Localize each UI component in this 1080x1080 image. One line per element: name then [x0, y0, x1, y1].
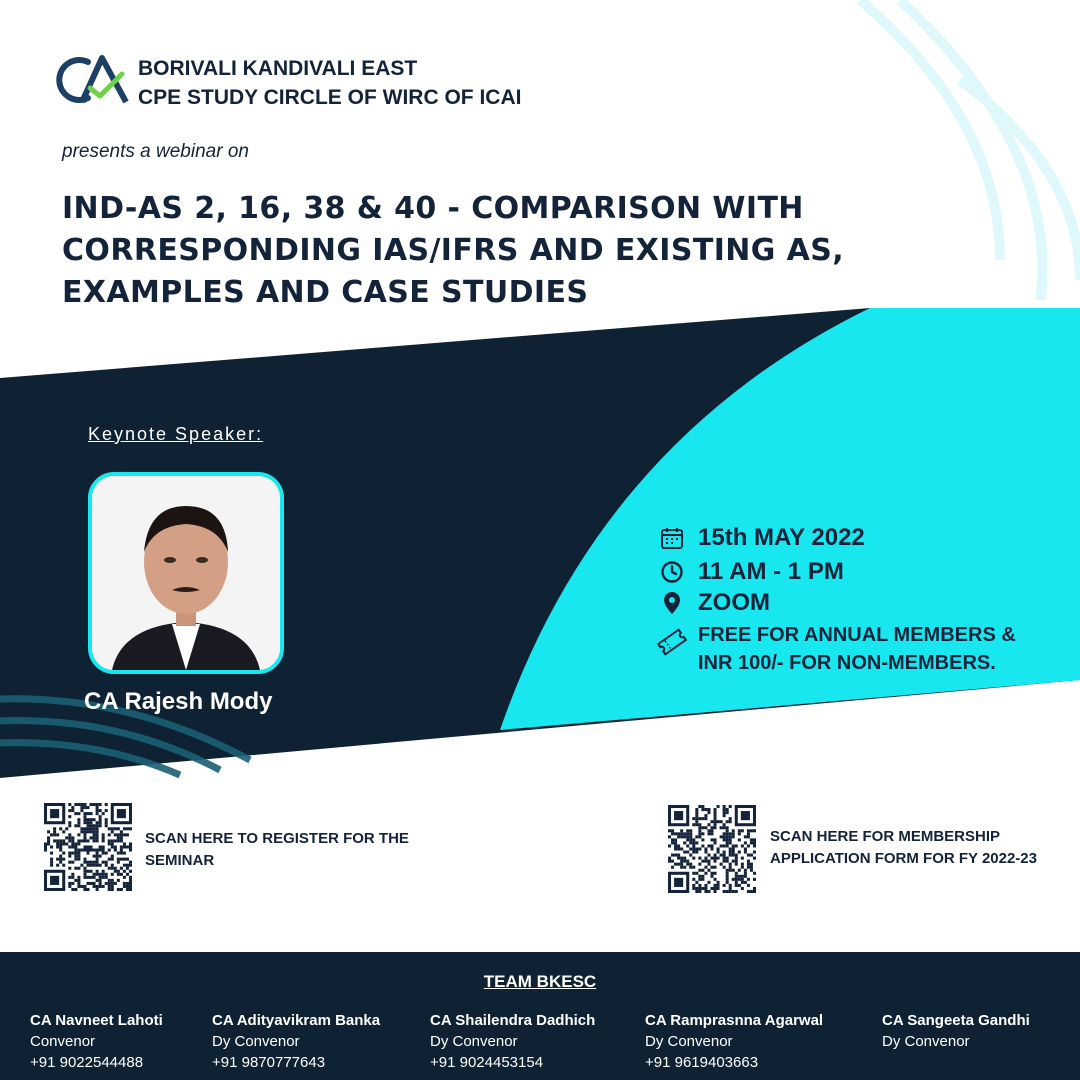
- membership-scan-line-1: SCAN HERE FOR MEMBERSHIP: [770, 828, 1001, 845]
- register-scan-line-2: SEMINAR: [145, 852, 215, 869]
- keynote-label: Keynote Speaker:: [88, 424, 264, 444]
- member-role: Dy Convenor: [212, 1033, 300, 1050]
- speaker-photo: [88, 472, 284, 674]
- title-line-2: CORRESPONDING IAS/IFRS AND EXISTING AS,: [62, 233, 845, 268]
- member-phone: +91 9024453154: [430, 1054, 544, 1071]
- member-phone: +91 9619403663: [645, 1054, 759, 1071]
- fee-line-1: FREE FOR ANNUAL MEMBERS &: [698, 624, 1016, 646]
- presents-text: presents a webinar on: [62, 141, 249, 162]
- organization-name: [138, 54, 521, 112]
- register-scan-text: [145, 828, 409, 872]
- venue-text: ZOOM: [698, 589, 770, 616]
- register-scan-line-1: SCAN HERE TO REGISTER FOR THE: [145, 830, 409, 847]
- membership-scan-text: [770, 826, 1037, 870]
- team-member: [430, 1010, 595, 1073]
- webinar-title: [62, 188, 982, 314]
- member-name: CA Sangeeta Gandhi: [882, 1012, 1030, 1029]
- org-line-2: CPE STUDY CIRCLE OF WIRC OF ICAI: [138, 86, 522, 109]
- member-role: Dy Convenor: [882, 1033, 970, 1050]
- ticket-icon: [657, 627, 687, 657]
- member-role: Convenor: [30, 1033, 96, 1050]
- time-text: 11 AM - 1 PM: [698, 558, 844, 585]
- membership-qr-code[interactable]: [668, 805, 756, 893]
- team-member: [212, 1010, 380, 1073]
- org-line-1: BORIVALI KANDIVALI EAST: [138, 57, 418, 80]
- fee-text: [698, 621, 1016, 677]
- team-member: [645, 1010, 823, 1073]
- member-name: CA Adityavikram Banka: [212, 1012, 381, 1029]
- calendar-icon: [660, 526, 684, 550]
- date-text: 15th MAY 2022: [698, 524, 865, 551]
- member-name: CA Navneet Lahoti: [30, 1012, 163, 1029]
- team-title: TEAM BKESC: [483, 972, 597, 991]
- membership-scan-line-2: APPLICATION FORM FOR FY 2022-23: [770, 850, 1037, 867]
- register-qr-code[interactable]: [44, 803, 132, 891]
- fee-line-2: INR 100/- FOR NON-MEMBERS.: [698, 652, 996, 674]
- member-role: Dy Convenor: [430, 1033, 518, 1050]
- clock-icon: [660, 560, 684, 584]
- title-line-1: IND-AS 2, 16, 38 & 40 - COMPARISON WITH: [62, 191, 804, 226]
- team-member: [882, 1010, 1030, 1052]
- team-member: [30, 1010, 163, 1073]
- team-footer: [0, 952, 1080, 1080]
- title-line-3: EXAMPLES AND CASE STUDIES: [62, 275, 589, 310]
- member-name: CA Ramprasnna Agarwal: [645, 1012, 824, 1029]
- location-pin-icon: [660, 591, 684, 615]
- member-role: Dy Convenor: [645, 1033, 733, 1050]
- member-phone: +91 9870777643: [212, 1054, 326, 1071]
- member-phone: +91 9022544488: [30, 1054, 144, 1071]
- ca-logo: [50, 52, 136, 108]
- speaker-name: CA Rajesh Mody: [84, 688, 273, 715]
- member-name: CA Shailendra Dadhich: [430, 1012, 596, 1029]
